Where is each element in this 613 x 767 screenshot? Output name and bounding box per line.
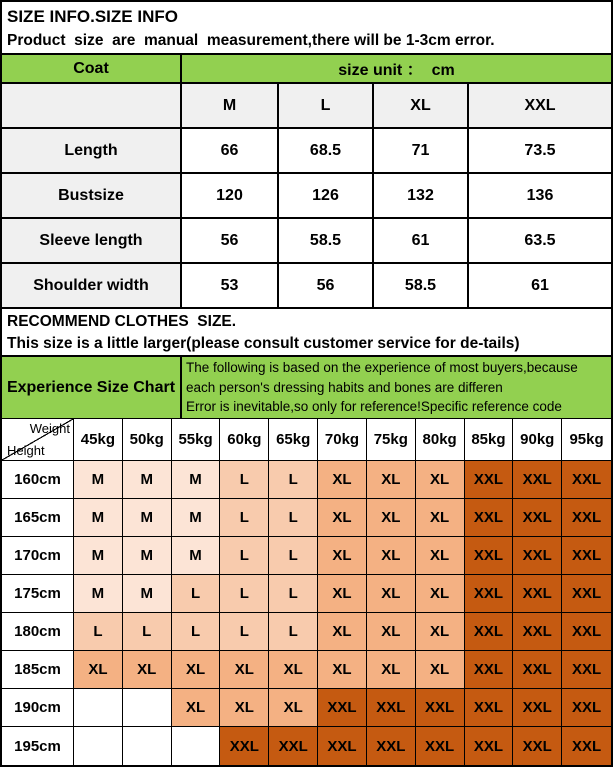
size-unit-label: size unit ： cm [182, 55, 611, 82]
weight-column-header: 65kg [269, 419, 318, 461]
size-cell: L [269, 575, 318, 613]
size-cell: M [74, 461, 123, 499]
experience-note-line: Error is inevitable,so only for reference!Specific reference code [186, 399, 562, 414]
size-cell: L [74, 613, 123, 651]
size-cell: M [123, 499, 172, 537]
size-cell: XXL [562, 499, 611, 537]
size-cell: XXL [367, 727, 416, 765]
size-cell: XL [416, 575, 465, 613]
size-cell: XL [269, 689, 318, 727]
size-cell: XXL [416, 727, 465, 765]
size-cell [123, 689, 172, 727]
size-cell [123, 727, 172, 765]
size-cell: XL [318, 613, 367, 651]
size-cell: XXL [367, 689, 416, 727]
height-label: Height [7, 443, 45, 458]
size-cell: M [74, 499, 123, 537]
size-cell [74, 727, 123, 765]
size-value-cell: 58.5 [279, 219, 374, 264]
size-cell: XL [416, 499, 465, 537]
height-row-label: 165cm [2, 499, 74, 537]
experience-note [182, 357, 611, 418]
weight-column-header: 70kg [318, 419, 367, 461]
size-cell: XXL [318, 727, 367, 765]
size-cell: M [74, 575, 123, 613]
size-cell: XXL [465, 575, 514, 613]
size-cell: XL [367, 651, 416, 689]
size-cell: XL [416, 537, 465, 575]
height-row-label: 170cm [2, 537, 74, 575]
size-cell: XXL [562, 651, 611, 689]
size-value-cell: 61 [374, 219, 469, 264]
size-cell: L [269, 613, 318, 651]
coat-header-row [2, 53, 611, 84]
size-cell: M [123, 537, 172, 575]
size-column-header: L [279, 84, 374, 129]
size-value-cell: 58.5 [374, 264, 469, 309]
size-column-header: M [182, 84, 279, 129]
size-cell: XL [367, 461, 416, 499]
size-cell [74, 689, 123, 727]
size-cell: L [220, 537, 269, 575]
size-cell: M [74, 537, 123, 575]
weight-height-header [2, 419, 74, 461]
size-value-cell: 126 [279, 174, 374, 219]
coat-label: Coat [2, 55, 182, 82]
size-cell [172, 727, 221, 765]
weight-column-header: 50kg [123, 419, 172, 461]
size-value-cell: 120 [182, 174, 279, 219]
weight-column-header: 80kg [416, 419, 465, 461]
size-cell: XL [220, 651, 269, 689]
size-cell: XXL [220, 727, 269, 765]
size-column-header: XXL [469, 84, 611, 129]
size-cell: M [123, 575, 172, 613]
size-cell: XXL [562, 537, 611, 575]
size-cell: L [269, 499, 318, 537]
size-value-cell: 56 [279, 264, 374, 309]
experience-size-table [2, 419, 611, 765]
weight-column-header: 85kg [465, 419, 514, 461]
size-value-cell: 61 [469, 264, 611, 309]
size-cell: L [220, 613, 269, 651]
size-row-label: Bustsize [2, 174, 182, 219]
size-cell: XL [318, 575, 367, 613]
height-row-label: 160cm [2, 461, 74, 499]
size-cell: XXL [513, 537, 562, 575]
size-cell: XXL [513, 499, 562, 537]
height-row-label: 185cm [2, 651, 74, 689]
size-cell: L [220, 575, 269, 613]
size-value-cell: 56 [182, 219, 279, 264]
size-value-cell: 63.5 [469, 219, 611, 264]
size-cell: XL [318, 461, 367, 499]
size-cell: XXL [416, 689, 465, 727]
height-row-label: 195cm [2, 727, 74, 765]
size-table-corner [2, 84, 182, 129]
size-cell: XXL [562, 461, 611, 499]
size-cell: XXL [465, 613, 514, 651]
size-cell: XL [367, 575, 416, 613]
weight-column-header: 45kg [74, 419, 123, 461]
size-value-cell: 66 [182, 129, 279, 174]
size-cell: XXL [465, 499, 514, 537]
recommend-section [2, 309, 611, 355]
experience-chart-label: Experience Size Chart [2, 357, 182, 418]
page-header [2, 2, 611, 53]
size-cell: XXL [513, 727, 562, 765]
height-row-label: 175cm [2, 575, 74, 613]
size-cell: XXL [269, 727, 318, 765]
size-cell: XXL [465, 537, 514, 575]
size-value-cell: 136 [469, 174, 611, 219]
size-cell: M [172, 537, 221, 575]
size-cell: L [269, 461, 318, 499]
size-cell: XXL [562, 613, 611, 651]
size-cell: XL [74, 651, 123, 689]
size-cell: XL [416, 651, 465, 689]
weight-column-header: 55kg [172, 419, 221, 461]
size-cell: XXL [465, 461, 514, 499]
size-cell: XXL [513, 689, 562, 727]
recommend-title: RECOMMEND CLOTHES SIZE. [7, 313, 237, 330]
size-cell: XXL [513, 575, 562, 613]
size-value-cell: 53 [182, 264, 279, 309]
size-cell: XXL [465, 651, 514, 689]
size-cell: XXL [465, 727, 514, 765]
weight-column-header: 90kg [513, 419, 562, 461]
size-cell: XXL [465, 689, 514, 727]
height-row-label: 180cm [2, 613, 74, 651]
size-cell: XL [318, 499, 367, 537]
size-value-cell: 71 [374, 129, 469, 174]
measurement-note: Product size are manual measurement,there will be 1-3cm error. [7, 32, 495, 49]
size-row-label: Shoulder width [2, 264, 182, 309]
size-row-label: Sleeve length [2, 219, 182, 264]
size-cell: XXL [513, 651, 562, 689]
weight-column-header: 95kg [562, 419, 611, 461]
size-cell: L [220, 461, 269, 499]
size-cell: XL [220, 689, 269, 727]
recommend-note: This size is a little larger(please consult customer service for de-tails) [7, 335, 520, 352]
weight-column-header: 60kg [220, 419, 269, 461]
size-cell: XL [416, 613, 465, 651]
size-value-cell: 73.5 [469, 129, 611, 174]
size-cell: XL [269, 651, 318, 689]
size-cell: XL [172, 651, 221, 689]
size-cell: L [123, 613, 172, 651]
size-cell: XXL [513, 461, 562, 499]
size-cell: M [172, 461, 221, 499]
size-cell: XL [123, 651, 172, 689]
size-cell: L [269, 537, 318, 575]
size-value-cell: 132 [374, 174, 469, 219]
size-cell: XL [172, 689, 221, 727]
size-cell: XXL [562, 727, 611, 765]
weight-label: Weight [29, 421, 70, 436]
size-cell: M [172, 499, 221, 537]
size-cell: L [172, 613, 221, 651]
size-cell: XXL [562, 689, 611, 727]
size-cell: XXL [513, 613, 562, 651]
experience-note-line: each person's dressing habits and bones are differen [186, 379, 503, 395]
size-row-label: Length [2, 129, 182, 174]
size-info-title: SIZE INFO.SIZE INFO [7, 7, 178, 26]
experience-note-line: The following is based on the experience of most buyers,because [186, 360, 578, 375]
size-cell: XXL [318, 689, 367, 727]
height-row-label: 190cm [2, 689, 74, 727]
size-column-header: XL [374, 84, 469, 129]
size-cell: XL [416, 461, 465, 499]
size-cell: XL [318, 537, 367, 575]
size-cell: XL [367, 613, 416, 651]
measurement-table [2, 84, 611, 309]
experience-header-row [2, 355, 611, 419]
weight-column-header: 75kg [367, 419, 416, 461]
size-value-cell: 68.5 [279, 129, 374, 174]
size-cell: L [220, 499, 269, 537]
size-cell: M [123, 461, 172, 499]
size-cell: L [172, 575, 221, 613]
size-cell: XL [367, 537, 416, 575]
size-cell: XL [318, 651, 367, 689]
size-cell: XL [367, 499, 416, 537]
size-cell: XXL [562, 575, 611, 613]
